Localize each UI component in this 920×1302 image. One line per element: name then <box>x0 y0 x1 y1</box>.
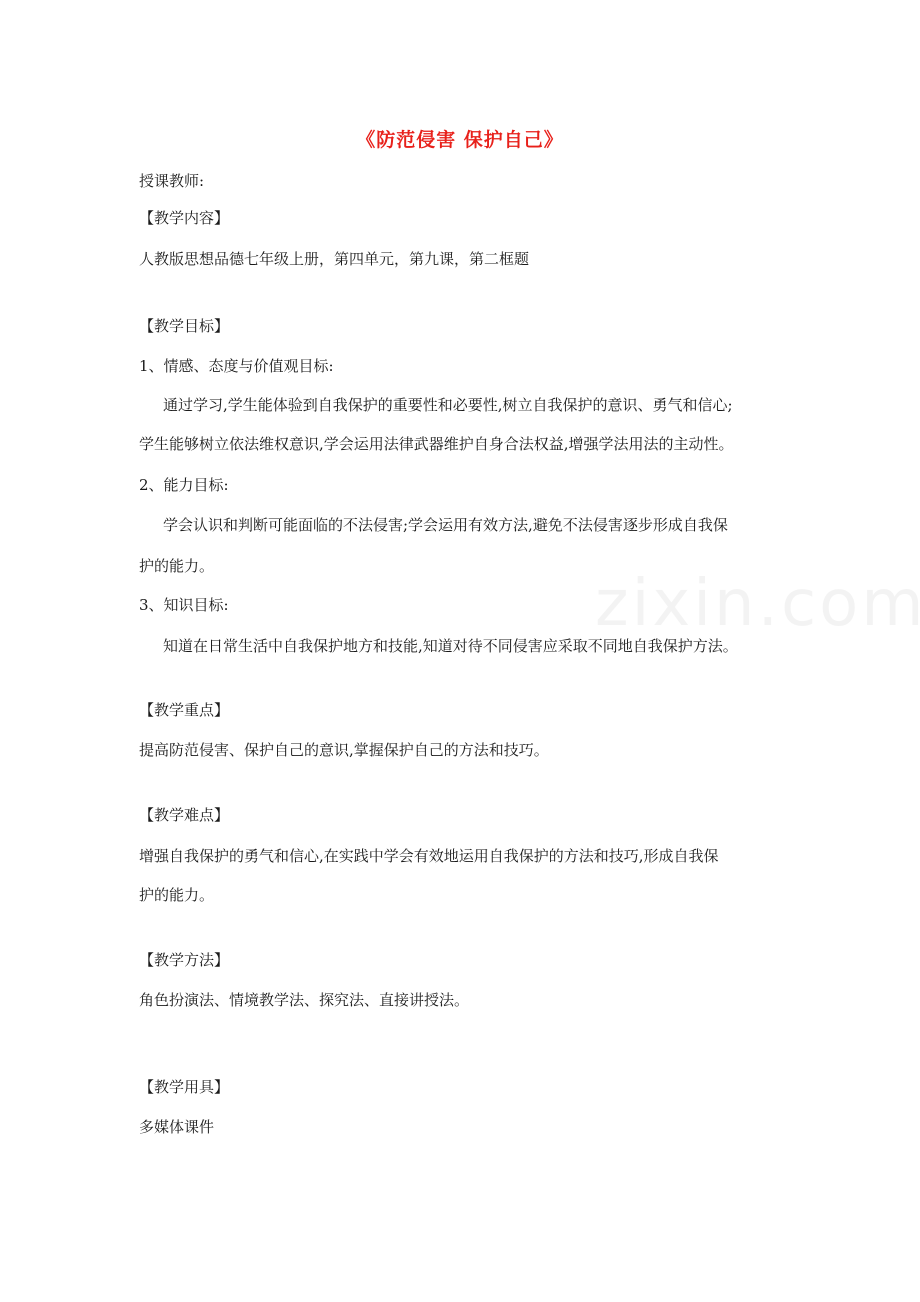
section-heading-content: 【教学内容】 <box>139 209 230 227</box>
document-title: 《防范侵害 保护自己》 <box>356 129 564 151</box>
watermark <box>595 567 920 641</box>
goal2-heading: 2、能力目标: <box>139 476 229 494</box>
content-text: 人教版思想品德七年级上册，第四单元，第九课，第二框题 <box>139 250 530 268</box>
section-heading-difficulties: 【教学难点】 <box>139 806 230 824</box>
section-heading-tools: 【教学用具】 <box>139 1078 230 1096</box>
teacher-label: 授课教师: <box>139 172 205 190</box>
difficulties-line1: 增强自我保护的勇气和信心,在实践中学会有效地运用自我保护的方法和技巧,形成自我保 <box>139 847 719 865</box>
section-heading-methods: 【教学方法】 <box>139 951 230 969</box>
goal2-line1: 学会认识和判断可能面临的不法侵害;学会运用有效方法,避免不法侵害逐步形成自我保 <box>163 516 728 534</box>
section-heading-goals: 【教学目标】 <box>139 317 230 335</box>
goal2-line2: 护的能力。 <box>139 557 215 575</box>
difficulties-line2: 护的能力。 <box>139 886 215 904</box>
methods-text: 角色扮演法、情境教学法、探究法、直接讲授法。 <box>139 991 470 1009</box>
goal1-line2: 学生能够树立依法维权意识,学会运用法律武器维护自身合法权益,增强学法用法的主动性。 <box>139 435 734 453</box>
tools-text: 多媒体课件 <box>139 1118 215 1136</box>
goal1-line1: 通过学习,学生能体验到自我保护的重要性和必要性,树立自我保护的意识、勇气和信心; <box>163 396 733 414</box>
goal1-heading: 1、情感、态度与价值观目标: <box>139 357 334 375</box>
key-points-text: 提高防范侵害、保护自己的意识,掌握保护自己的方法和技巧。 <box>139 741 549 759</box>
goal3-line1: 知道在日常生活中自我保护地方和技能,知道对待不同侵害应采取不同地自我保护方法。 <box>163 637 738 655</box>
section-heading-key-points: 【教学重点】 <box>139 701 230 719</box>
goal3-heading: 3、知识目标: <box>139 596 229 614</box>
